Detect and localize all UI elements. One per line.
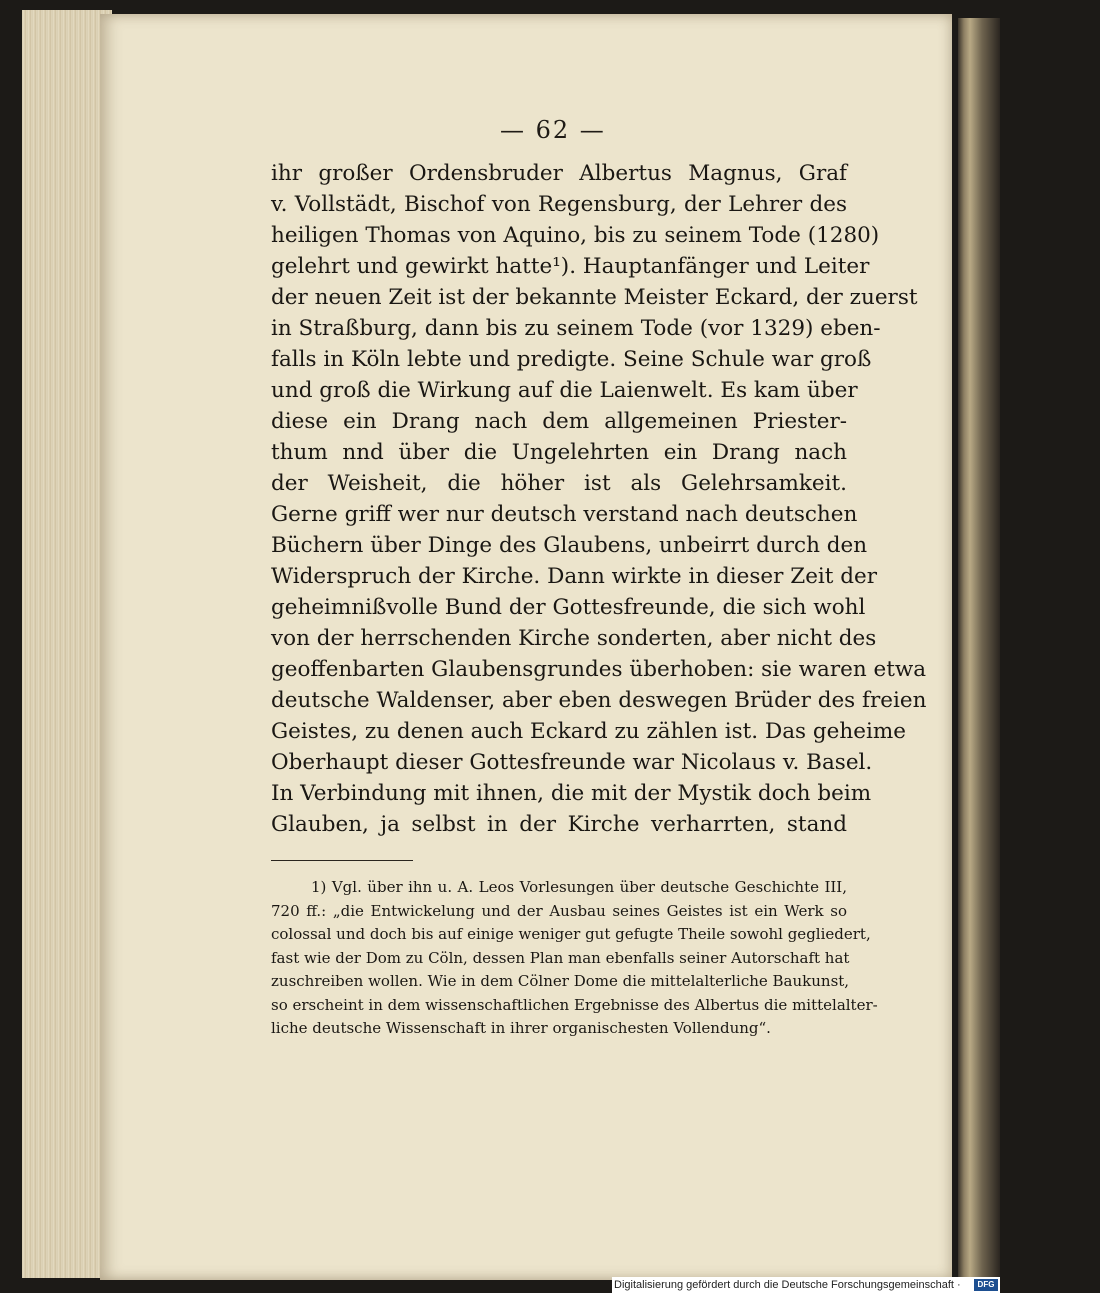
- page-stack-edge: [22, 10, 112, 1278]
- body-line: und groß die Wirkung auf die Laienwelt. Es kam über: [271, 378, 858, 403]
- footnote-line: fast wie der Dom zu Cöln, dessen Plan man ebenfalls seiner Autorschaft hat: [271, 948, 850, 967]
- footnote-line: 1) Vgl. über ihn u. A. Leos Vorlesungen über deutsche Geschichte III,: [311, 878, 847, 896]
- body-line: In Verbindung mit ihnen, die mit der Mystik doch beim: [271, 781, 872, 806]
- footnote-line: liche deutsche Wissenschaft in ihrer organischesten Vollendung“.: [271, 1019, 771, 1037]
- footnote-divider: [271, 860, 413, 861]
- body-line: Widerspruch der Kirche. Dann wirkte in dieser Zeit der: [271, 564, 878, 589]
- body-line: geoffenbarten Glaubensgrundes überhoben: sie waren etwa: [271, 657, 927, 682]
- body-line: heiligen Thomas von Aquino, bis zu seinem Tode (1280): [271, 223, 880, 248]
- dfg-logo: DFG: [974, 1279, 998, 1291]
- body-line: gelehrt und gewirkt hatte¹). Hauptanfänger und Leiter: [271, 254, 870, 279]
- footnote-line: so erscheint in dem wissenschaftlichen Ergebnisse des Albertus die mittelalter-: [271, 995, 878, 1014]
- body-line: in Straßburg, dann bis zu seinem Tode (vor 1329) eben-: [271, 316, 881, 341]
- funding-banner: [612, 1277, 1000, 1293]
- book-binding-edge: [958, 18, 1000, 1280]
- body-line: falls in Köln lebte und predigte. Seine Schule war groß: [271, 347, 872, 372]
- footnote-line: 720 ff.: „die Entwickelung und der Ausbau seines Geistes ist ein Werk so: [271, 901, 847, 920]
- body-line: Büchern über Dinge des Glaubens, unbeirrt durch den: [271, 533, 868, 558]
- body-line: deutsche Waldenser, aber eben deswegen Brüder des freien: [271, 688, 927, 713]
- body-line: diese ein Drang nach dem allgemeinen Priester-: [271, 409, 847, 434]
- footnote-line: zuschreiben wollen. Wie in dem Cölner Dome die mittelalterliche Baukunst,: [271, 972, 850, 990]
- body-line: von der herrschenden Kirche sonderten, aber nicht des: [271, 626, 877, 651]
- footnote-block: [271, 876, 878, 1041]
- body-line: Oberhaupt dieser Gottesfreunde war Nicolaus v. Basel.: [271, 750, 873, 775]
- body-line: der Weisheit, die höher ist als Gelehrsamkeit.: [271, 471, 847, 496]
- body-line: der neuen Zeit ist der bekannte Meister Eckard, der zuerst: [271, 285, 918, 310]
- body-line: v. Vollstädt, Bischof von Regensburg, der Lehrer des: [271, 192, 847, 217]
- body-line: Gerne griff wer nur deutsch verstand nach deutschen: [271, 502, 858, 527]
- body-line: geheimnißvolle Bund der Gottesfreunde, die sich wohl: [271, 595, 866, 620]
- body-line: thum nnd über die Ungelehrten ein Drang nach: [271, 440, 847, 465]
- funding-banner-text: Digitalisierung gefördert durch die Deutsche Forschungsgemeinschaft ·: [614, 1279, 961, 1291]
- body-line: Glauben, ja selbst in der Kirche verharrten, stand: [271, 812, 847, 837]
- body-line: ihr großer Ordensbruder Albertus Magnus, Graf: [271, 161, 847, 186]
- body-line: Geistes, zu denen auch Eckard zu zählen ist. Das geheime: [271, 719, 906, 744]
- body-text: [271, 158, 927, 840]
- footnote-line: colossal und doch bis auf einige weniger gut gefugte Theile sowohl gegliedert,: [271, 925, 871, 943]
- page-number: — 62 —: [500, 116, 606, 144]
